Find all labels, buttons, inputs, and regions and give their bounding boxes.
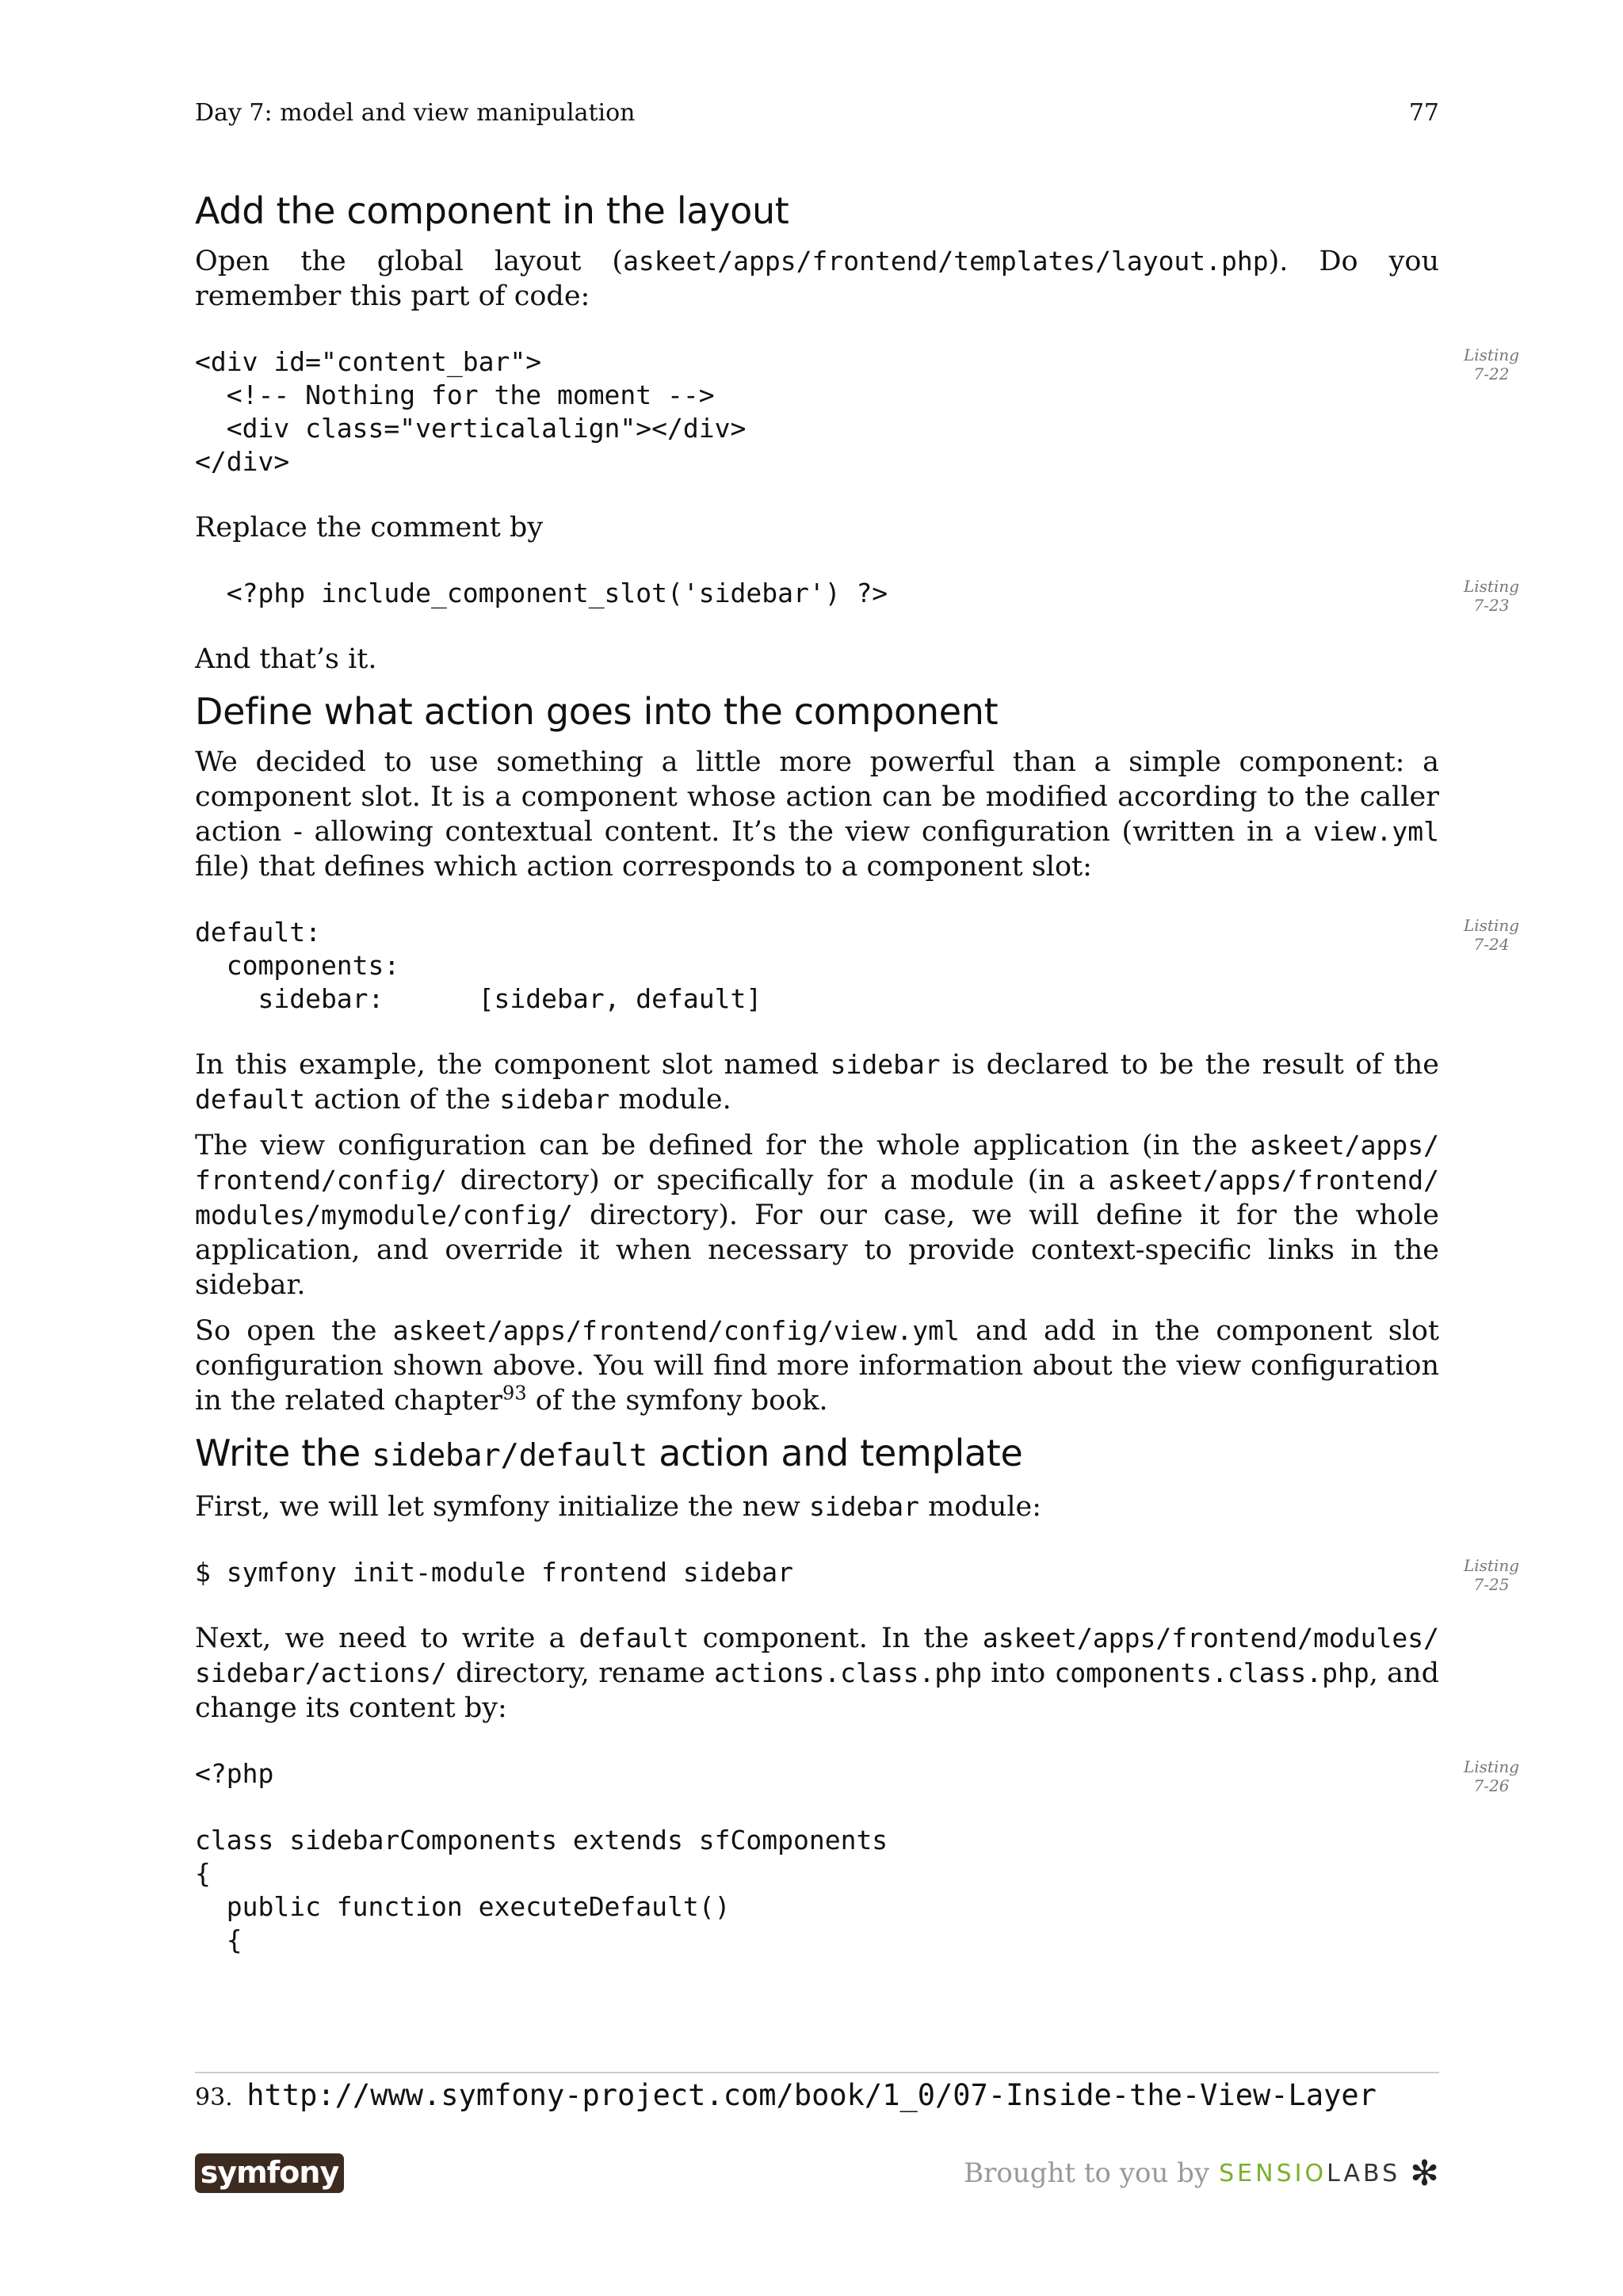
paragraph: Replace the comment by xyxy=(195,512,544,543)
section-heading: Write the sidebar/default action and template xyxy=(195,1432,1023,1474)
code-listing xyxy=(195,345,1520,479)
code-block: default: components: sidebar: [sidebar, default] xyxy=(195,917,762,1014)
section-heading: Add the component in the layout xyxy=(195,189,789,232)
code-listing xyxy=(195,577,1520,615)
code-block: $ symfony init-module frontend sidebar xyxy=(195,1557,793,1588)
paragraph: In this example, the component slot named sidebar is declared to be the result of the default action of the sidebar module. xyxy=(195,1049,1439,1116)
inline-code: askeet/apps/frontend/config/view.yml xyxy=(392,1315,960,1346)
inline-code: sidebar xyxy=(808,1491,920,1522)
code-block: <div id="content_bar"> <!-- Nothing for the moment --> <div class="verticalalign"></div> </div> xyxy=(195,346,747,477)
brought-by-text: Brought to you by xyxy=(964,2157,1210,2189)
paragraph: Next, we need to write a default component. In the askeet/apps/frontend/modules/ sidebar/actions/ directory, rename actions.class.php into components.class.php, and change its content by: xyxy=(195,1623,1440,1724)
paragraph: Open the global layout (askeet/apps/frontend/templates/layout.php). Do you remember this part of code: xyxy=(195,246,1439,312)
inline-code: actions.class.php xyxy=(714,1657,982,1688)
paragraph: And that’s it. xyxy=(195,643,377,675)
inline-code: askeet/apps/frontend/ modules/mymodule/config/ xyxy=(195,1165,1439,1230)
footnote xyxy=(195,2076,1439,2118)
inline-code: default xyxy=(579,1623,689,1653)
inline-code: askeet/apps/ frontend/config/ xyxy=(195,1130,1439,1196)
inline-code: components.class.php xyxy=(1054,1657,1369,1688)
page-content xyxy=(195,187,1520,1989)
listing-label: Listing 7-25 xyxy=(1463,1556,1520,1594)
sensiolabs-logo: SENSIOLABS xyxy=(1219,2159,1401,2187)
footnote-reference[interactable]: 93 xyxy=(502,1382,527,1405)
listing-label: Listing 7-24 xyxy=(1463,916,1520,954)
inline-code: askeet/apps/frontend/modules/ sidebar/actions/ xyxy=(195,1623,1440,1688)
sensiolabs-star-icon: ✻ xyxy=(1410,2153,1439,2194)
paragraph: The view configuration can be defined for the whole application (in the askeet/apps/ frontend/config/ directory) or specifically for a module (in a askeet/apps/frontend/ modules/mymodule/config/ directory). For our case, we will define it for the whole application, and override it when necessary to provide context-specific links in the sidebar. xyxy=(195,1130,1439,1301)
inline-code: sidebar xyxy=(499,1084,610,1115)
page-number: 77 xyxy=(1408,99,1439,127)
footnote-url[interactable]: http://www.symfony-project.com/book/1_0/07-Inside-the-View-Layer xyxy=(246,2078,1377,2112)
page-header xyxy=(195,93,1439,133)
paragraph: So open the askeet/apps/frontend/config/view.yml and add in the component slot configuration shown above. You will find more information about the view configuration in the related chapter$^{93}$ of the symfony book. xyxy=(195,1315,1439,1417)
inline-code: askeet/apps/frontend/templates/layout.php xyxy=(623,246,1269,277)
sponsor-credit xyxy=(964,2149,1439,2198)
listing-label: Listing 7-26 xyxy=(1463,1757,1520,1795)
inline-code: sidebar xyxy=(830,1049,941,1080)
paragraph: We decided to use something a little more powerful than a simple component: a component slot. It is a component whose action can be modified according to the caller action - allowing contextual content. It’s the view configuration (written in a view.yml file) that defines which action corresponds to a component slot: xyxy=(195,746,1439,883)
running-title: Day 7: model and view manipulation xyxy=(195,99,636,127)
section-heading: Define what action goes into the component xyxy=(195,690,999,733)
footnote-divider xyxy=(195,2072,1439,2073)
code-block: <?php include_component_slot('sidebar') ?> xyxy=(195,578,888,608)
footnote-number: 93. xyxy=(195,2084,233,2111)
inline-code: view.yml xyxy=(1313,816,1439,847)
inline-code: default xyxy=(195,1084,306,1115)
code-listing xyxy=(195,916,1520,1016)
symfony-logo: symfony xyxy=(195,2153,344,2193)
code-block: <?php class sidebarComponents extends sfComponents { public function executeDefault() { xyxy=(195,1758,888,1955)
listing-label: Listing 7-22 xyxy=(1463,345,1520,383)
heading-code: sidebar/default xyxy=(372,1438,647,1474)
listing-label: Listing 7-23 xyxy=(1463,577,1520,615)
code-listing xyxy=(195,1757,1520,1957)
paragraph: First, we will let symfony initialize the new sidebar module: xyxy=(195,1491,1042,1523)
code-listing xyxy=(195,1556,1520,1594)
